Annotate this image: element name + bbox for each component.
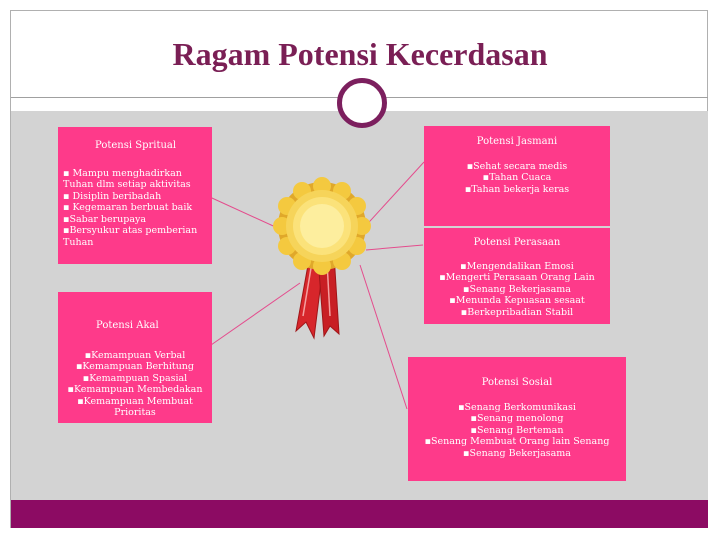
- list-item: ▪Tahan bekerja keras: [464, 183, 570, 195]
- list-item: ▪Senang Bekerjasama: [463, 283, 571, 295]
- list-item: ▪Kemampuan Membuat Prioritas: [77, 395, 193, 418]
- box-title: Potensi Sosial: [481, 377, 553, 388]
- medal-ribbon-icon: [272, 176, 372, 348]
- list-item: ▪Menunda Kepuasan sesaat: [449, 295, 585, 306]
- box-title: Potensi Jasmani: [476, 136, 558, 147]
- list-item: ▪Tahan Cuaca: [482, 172, 552, 183]
- list-item: ▪Mengerti Perasaan Orang Lain: [439, 272, 595, 283]
- item-list: [60, 350, 210, 419]
- box-potensi-jasmani: [424, 126, 610, 226]
- list-item: ▪ Mampu menghadirkan Tuhan dlm setiap aktivitas: [63, 167, 191, 190]
- list-item: ▪ Disiplin beribadah: [63, 190, 162, 202]
- slide-title: Ragam Potensi Kecerdasan: [172, 36, 548, 72]
- list-item: ▪Kemampuan Verbal: [84, 349, 186, 361]
- box-potensi-perasaan: [424, 228, 610, 324]
- list-item: ▪Sabar berupaya: [63, 213, 147, 225]
- list-item: ▪Kemampuan Membedakan: [67, 384, 203, 395]
- list-item: ▪Senang Bekerjasama: [463, 447, 571, 459]
- list-item: ▪Berkepribadian Stabil: [460, 306, 574, 318]
- connector-perasaan: [366, 245, 423, 250]
- box-title: Potensi Akal: [96, 320, 159, 331]
- list-item: ▪Senang Berteman: [470, 424, 564, 436]
- list-item: ▪ Kegemaran berbuat baik: [63, 202, 193, 213]
- list-item: ▪Senang menolong: [470, 413, 564, 424]
- list-item: ▪Senang Membuat Orang lain Senang: [424, 436, 610, 447]
- box-potensi-spiritual: [58, 127, 212, 264]
- box-title: Potensi Spritual: [95, 140, 177, 151]
- list-item: ▪Senang Berkomunikasi: [458, 401, 576, 413]
- list-item: ▪Sehat secara medis: [466, 160, 568, 172]
- box-potensi-sosial: [408, 357, 626, 481]
- list-item: ▪Mengendalikan Emosi: [460, 260, 574, 272]
- item-list: [428, 161, 606, 196]
- list-item: ▪Bersyukur atas pemberian Tuhan: [63, 225, 198, 248]
- list-item: ▪Kemampuan Berhitung: [75, 361, 195, 372]
- item-list: [426, 261, 608, 319]
- box-title: Potensi Perasaan: [473, 237, 561, 248]
- list-item: ▪Kemampuan Spasial: [82, 372, 188, 384]
- item-list: [63, 168, 208, 249]
- box-potensi-akal: [58, 292, 212, 423]
- item-list: [410, 402, 624, 460]
